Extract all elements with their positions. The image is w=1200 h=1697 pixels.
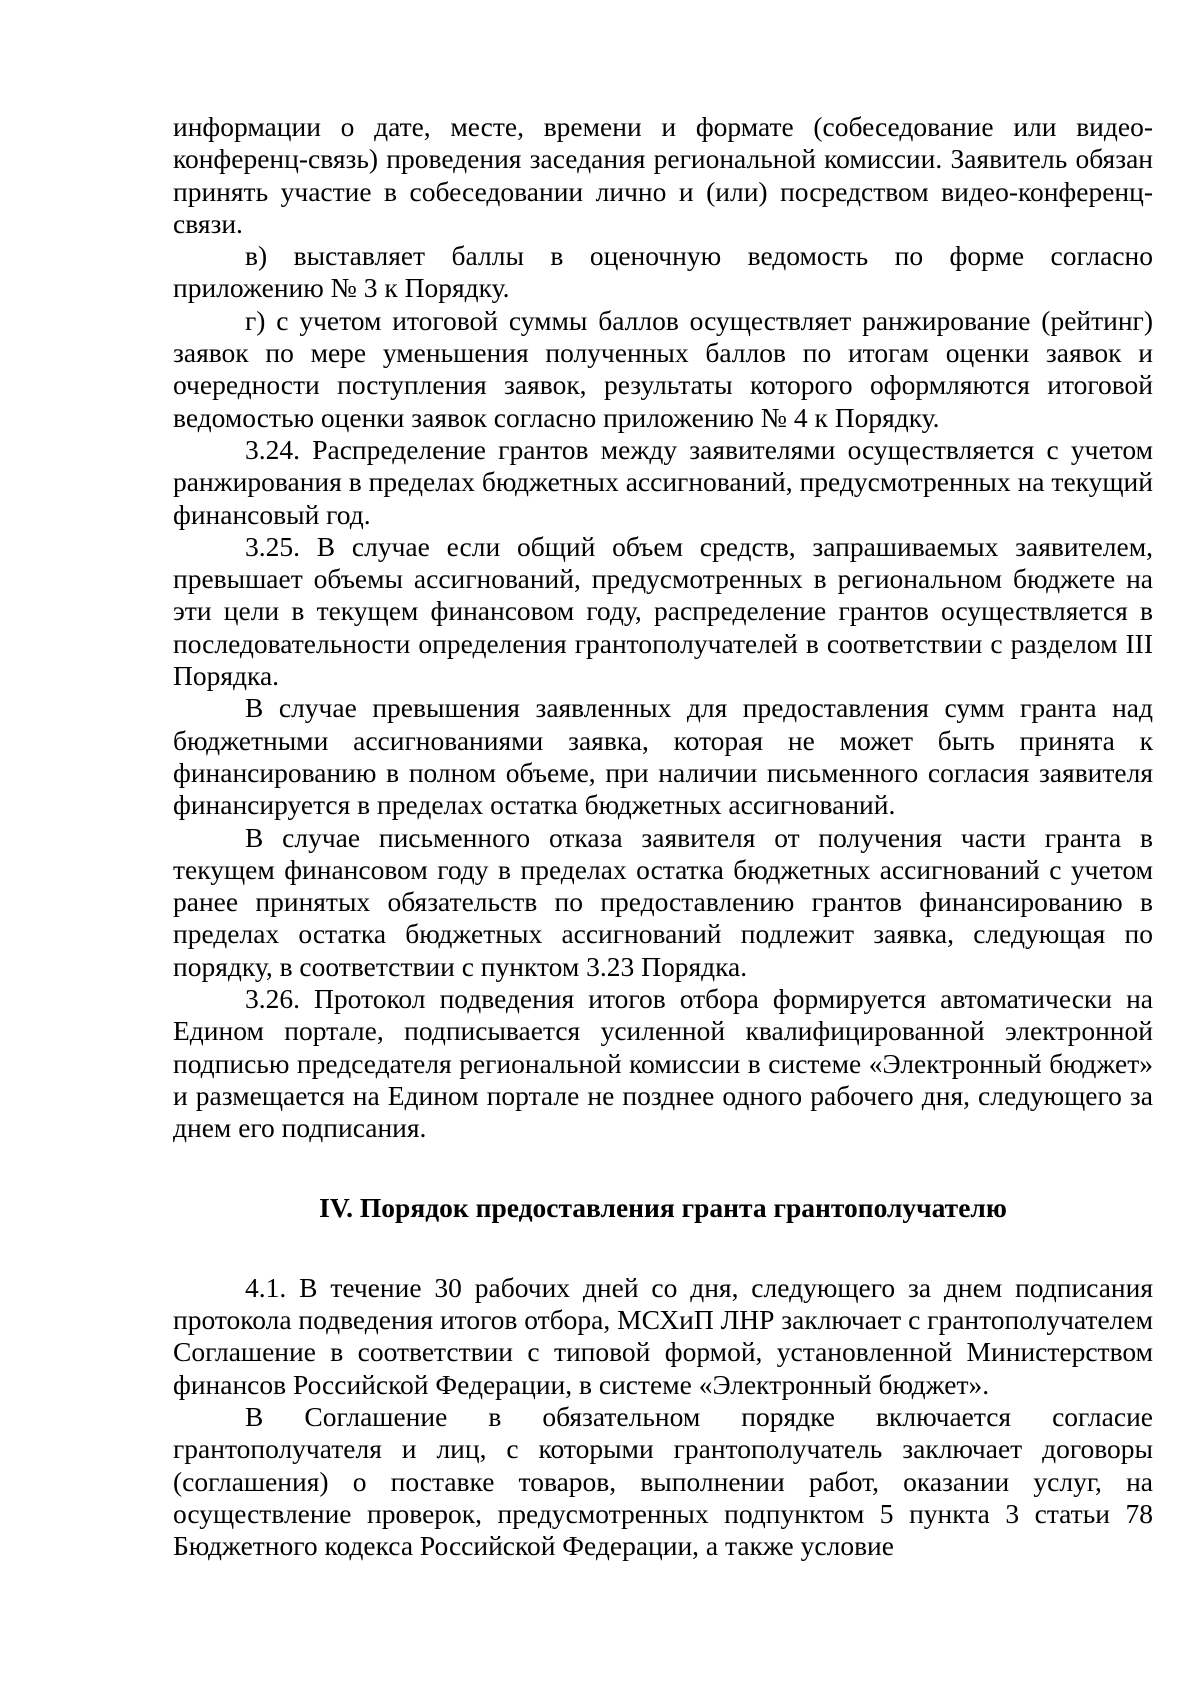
paragraph-item-v: в) выставляет баллы в оценочную ведомость по форме согласно приложению № 3 к Порядку. (173, 240, 1153, 304)
paragraph-4-1-agreement: В Соглашение в обязательном порядке включается согласие грантополучателя и лиц, с которыми грантополучатель заключает договоры (соглашения) о поставке товаров, выполнении работ, оказании услуг, на осуществление проверок, предусмотренных подпунктом 5 пункта 3 статьи 78 Бюджетного кодекса Российской Федерации, а также условие (173, 1400, 1153, 1562)
paragraph-3-25-excess: В случае превышения заявленных для предоставления сумм гранта над бюджетными ассигнованиями заявка, которая не может быть принята к финансированию в полном объеме, при наличии письменного согласия заявителя финансируется в пределах остатка бюджетных ассигнований. (173, 692, 1153, 821)
paragraph-4-1: 4.1. В течение 30 рабочих дней со дня, следующего за днем подписания протокола подведения итогов отбора, МСХиП ЛНР заключает с грантополучателем Соглашение в соответствии с типовой формой, установленной Министерством финансов Российской Федерации, в системе «Электронный бюджет». (173, 1271, 1153, 1400)
paragraph-3-26: 3.26. Протокол подведения итогов отбора формируется автоматически на Едином портале, подписывается усиленной квалифицированной электронной подписью председателя региональной комиссии в системе «Электронный бюджет» и размещается на Едином портале не позднее одного рабочего дня, следующего за днем его подписания. (173, 983, 1153, 1144)
paragraph-3-25: 3.25. В случае если общий объем средств, запрашиваемых заявителем, превышает объемы ассигнований, предусмотренных в региональном бюджете на эти цели в текущем финансовом году, распределение грантов осуществляется в последовательности определения грантополучателей в соответствии с разделом III Порядка. (173, 530, 1153, 692)
paragraph-3-25-refusal: В случае письменного отказа заявителя от получения части гранта в текущем финансовом году в пределах остатка бюджетных ассигнований с учетом ранее принятых обязательств по предоставлению грантов финансированию в пределах остатка бюджетных ассигнований подлежит заявка, следующая по порядку, в соответствии с пунктом 3.23 Порядка. (173, 821, 1153, 982)
paragraph-item-g: г) с учетом итоговой суммы баллов осуществляет ранжирование (рейтинг) заявок по мере уменьшения полученных баллов по итогам оценки заявок и очередности поступления заявок, результаты которого оформляются итоговой ведомостью оценки заявок согласно приложению № 4 к Порядку. (173, 304, 1153, 433)
paragraph-3-24: 3.24. Распределение грантов между заявителями осуществляется с учетом ранжирования в пределах бюджетных ассигнований, предусмотренных на текущий финансовый год. (173, 433, 1153, 530)
section-heading: IV. Порядок предоставления гранта грантополучателю (319, 1191, 1007, 1223)
document-page (173, 111, 1153, 1562)
paragraph-continuation: информации о дате, месте, времени и формате (собеседование или видео-конференц-связь) проведения заседания региональной комиссии. Заявитель обязан принять участие в собеседовании лично и (или) посредством видео-конференц-связи. (173, 111, 1153, 239)
